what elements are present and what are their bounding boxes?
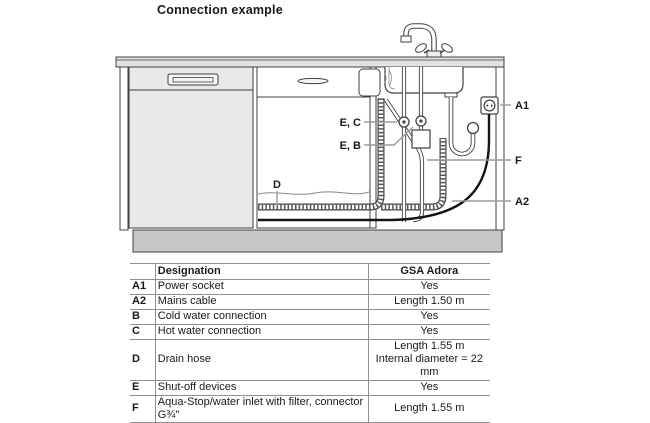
table-row [130, 395, 490, 422]
label-ec: E, C [339, 117, 361, 129]
row-value: Length 1.55 m [368, 395, 490, 422]
row-value: Yes [368, 380, 490, 395]
table-row [130, 295, 490, 310]
table-header-row [130, 264, 490, 280]
header-model: GSA Adora [368, 264, 490, 280]
countertop [116, 57, 504, 67]
table-row [130, 380, 490, 395]
row-value-line2: Internal diameter = 22 mm [375, 353, 483, 379]
row-id: A2 [130, 295, 155, 310]
row-value-line1: Length 1.55 m [394, 340, 465, 352]
table-row [130, 340, 490, 381]
row-value [368, 340, 490, 381]
row-id: F [130, 395, 155, 422]
row-id: B [130, 310, 155, 325]
label-d: D [273, 179, 281, 191]
left-side-panel [120, 66, 128, 230]
row-value: Yes [368, 280, 490, 295]
faucet [401, 26, 454, 57]
drawer-handle [298, 78, 328, 83]
label-f: F [515, 155, 522, 167]
table-row [130, 325, 490, 340]
row-id: A1 [130, 280, 155, 295]
label-a2: A2 [515, 196, 530, 208]
power-socket [481, 97, 498, 114]
plinth [133, 230, 502, 252]
faucet-spout [401, 36, 411, 42]
row-desc: Mains cable [155, 295, 368, 310]
row-desc: Power socket [155, 280, 368, 295]
row-id: E [130, 380, 155, 395]
row-desc: Cold water connection [155, 310, 368, 325]
row-value: Yes [368, 310, 490, 325]
dishwasher-handle [168, 74, 218, 85]
row-value: Length 1.50 m [368, 295, 490, 310]
row-desc: Aqua-Stop/water inlet with filter, connector G¾" [155, 395, 368, 422]
header-id [130, 264, 155, 280]
header-designation: Designation [155, 264, 368, 280]
table-row [130, 310, 490, 325]
p-trap [445, 93, 479, 154]
row-desc: Shut-off devices [155, 380, 368, 395]
row-value: Yes [368, 325, 490, 340]
right-side-panel [496, 66, 504, 230]
label-a1: A1 [515, 100, 530, 112]
label-eb: E, B [339, 140, 361, 152]
page-title: Connection example [157, 3, 283, 17]
sink-basin [385, 67, 463, 93]
table-row [130, 280, 490, 295]
connection-table [130, 263, 490, 423]
aqua-stop-box [412, 130, 430, 148]
row-id: D [130, 340, 155, 381]
row-desc: Hot water connection [155, 325, 368, 340]
dishwasher [129, 67, 253, 228]
trap-cap [468, 123, 479, 134]
row-id: C [130, 325, 155, 340]
row-desc: Drain hose [155, 340, 368, 381]
